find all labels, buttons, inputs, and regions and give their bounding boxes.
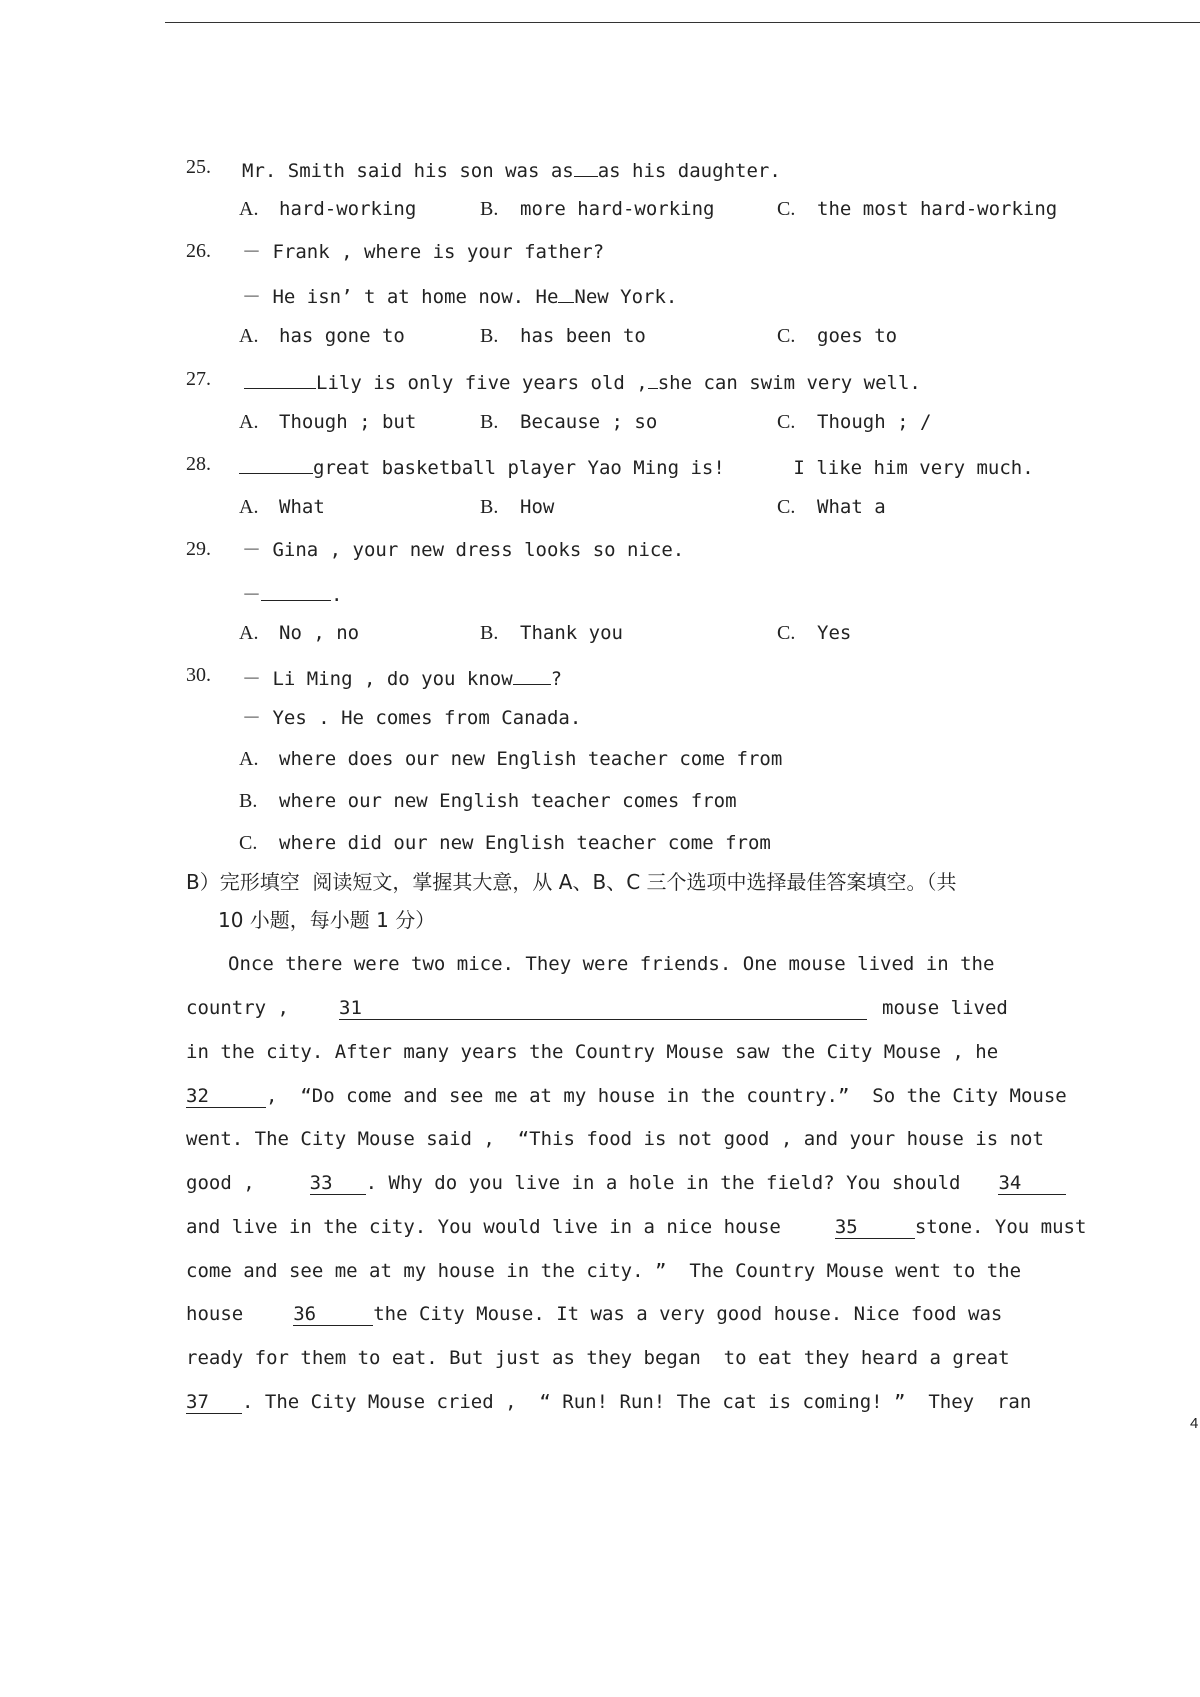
passage-line: ready for them to eat. But just as they began to eat they heard a great: [186, 1347, 1010, 1369]
question-stem: Lily is only five years old , she can swim very well.: [244, 368, 921, 395]
section-heading: B）完形填空 阅读短文，掌握其大意，从 A、B、C 三个选项中选择最佳答案填空。（共: [186, 870, 957, 894]
dialogue-line: － Gina , your new dress looks so nice.: [242, 539, 685, 561]
passage-line: 37 . The City Mouse cried , “ Run! Run! The cat is coming! ” They ran: [186, 1391, 1032, 1413]
option-a: A. has gone to: [239, 325, 405, 347]
header-rule: [165, 22, 1200, 23]
question-number: 27.: [186, 368, 211, 390]
option-a: A. What: [239, 496, 325, 518]
passage-line: 32 , “Do come and see me at my house in the country.” So the City Mouse: [186, 1085, 1067, 1107]
passage-line: and live in the city. You would live in a nice house 35 stone. You must: [186, 1216, 1087, 1238]
option-a: A. Though ; but: [239, 411, 417, 433]
dialogue-line: － .: [242, 580, 342, 607]
option-b: B. has been to: [480, 325, 646, 347]
option-a: A. where does our new English teacher come from: [239, 748, 783, 770]
question-number: 25.: [186, 156, 211, 178]
passage-line: country ,: [186, 997, 289, 1019]
question-number: 29.: [186, 538, 211, 560]
option-c: C. goes to: [777, 325, 898, 347]
question-number: 30.: [186, 664, 211, 686]
page-number: 4: [1190, 1415, 1199, 1432]
option-a: A. hard-working: [239, 198, 417, 220]
option-b: B. How: [480, 496, 555, 518]
option-c: C. Though ; /: [777, 411, 932, 433]
question-number: 26.: [186, 240, 211, 262]
passage-line: good , 33 . Why do you live in a hole in the field? You should 34: [186, 1172, 1066, 1195]
option-b: B. more hard-working: [480, 198, 715, 220]
blank-31: 31: [339, 997, 867, 1020]
dialogue-line: － Frank , where is your father?: [242, 241, 605, 263]
question-number: 28.: [186, 453, 211, 475]
question-stem: great basketball player Yao Ming is! I like him very much.: [239, 453, 1034, 480]
option-b: B. Thank you: [480, 622, 623, 644]
option-a: A. No , no: [239, 622, 360, 644]
passage-line: house 36 the City Mouse. It was a very good house. Nice food was: [186, 1303, 1003, 1325]
section-heading-cont: 10 小题，每小题 1 分）: [218, 908, 436, 932]
dialogue-line: － Yes . He comes from Canada.: [242, 707, 582, 729]
option-c: C. the most hard-working: [777, 198, 1058, 220]
option-b: B. where our new English teacher comes from: [239, 790, 737, 812]
passage-line: in the city. After many years the Country Mouse saw the City Mouse , he: [186, 1041, 999, 1063]
passage-line: went. The City Mouse said , “This food is not good , and your house is not: [186, 1128, 1044, 1150]
passage-line: mouse lived: [882, 997, 1008, 1019]
option-c: C. where did our new English teacher come from: [239, 832, 771, 854]
question-stem: Mr. Smith said his son was as as his daughter.: [242, 156, 781, 183]
option-c: C. What a: [777, 496, 886, 518]
option-c: C. Yes: [777, 622, 852, 644]
option-b: B. Because ; so: [480, 411, 658, 433]
dialogue-line: － Li Ming , do you know ?: [242, 664, 562, 691]
passage-line: come and see me at my house in the city. ” The Country Mouse went to the: [186, 1260, 1022, 1282]
dialogue-line: － He isn’ t at home now. He New York.: [242, 282, 677, 309]
passage-line: Once there were two mice. They were friends. One mouse lived in the: [228, 953, 995, 975]
